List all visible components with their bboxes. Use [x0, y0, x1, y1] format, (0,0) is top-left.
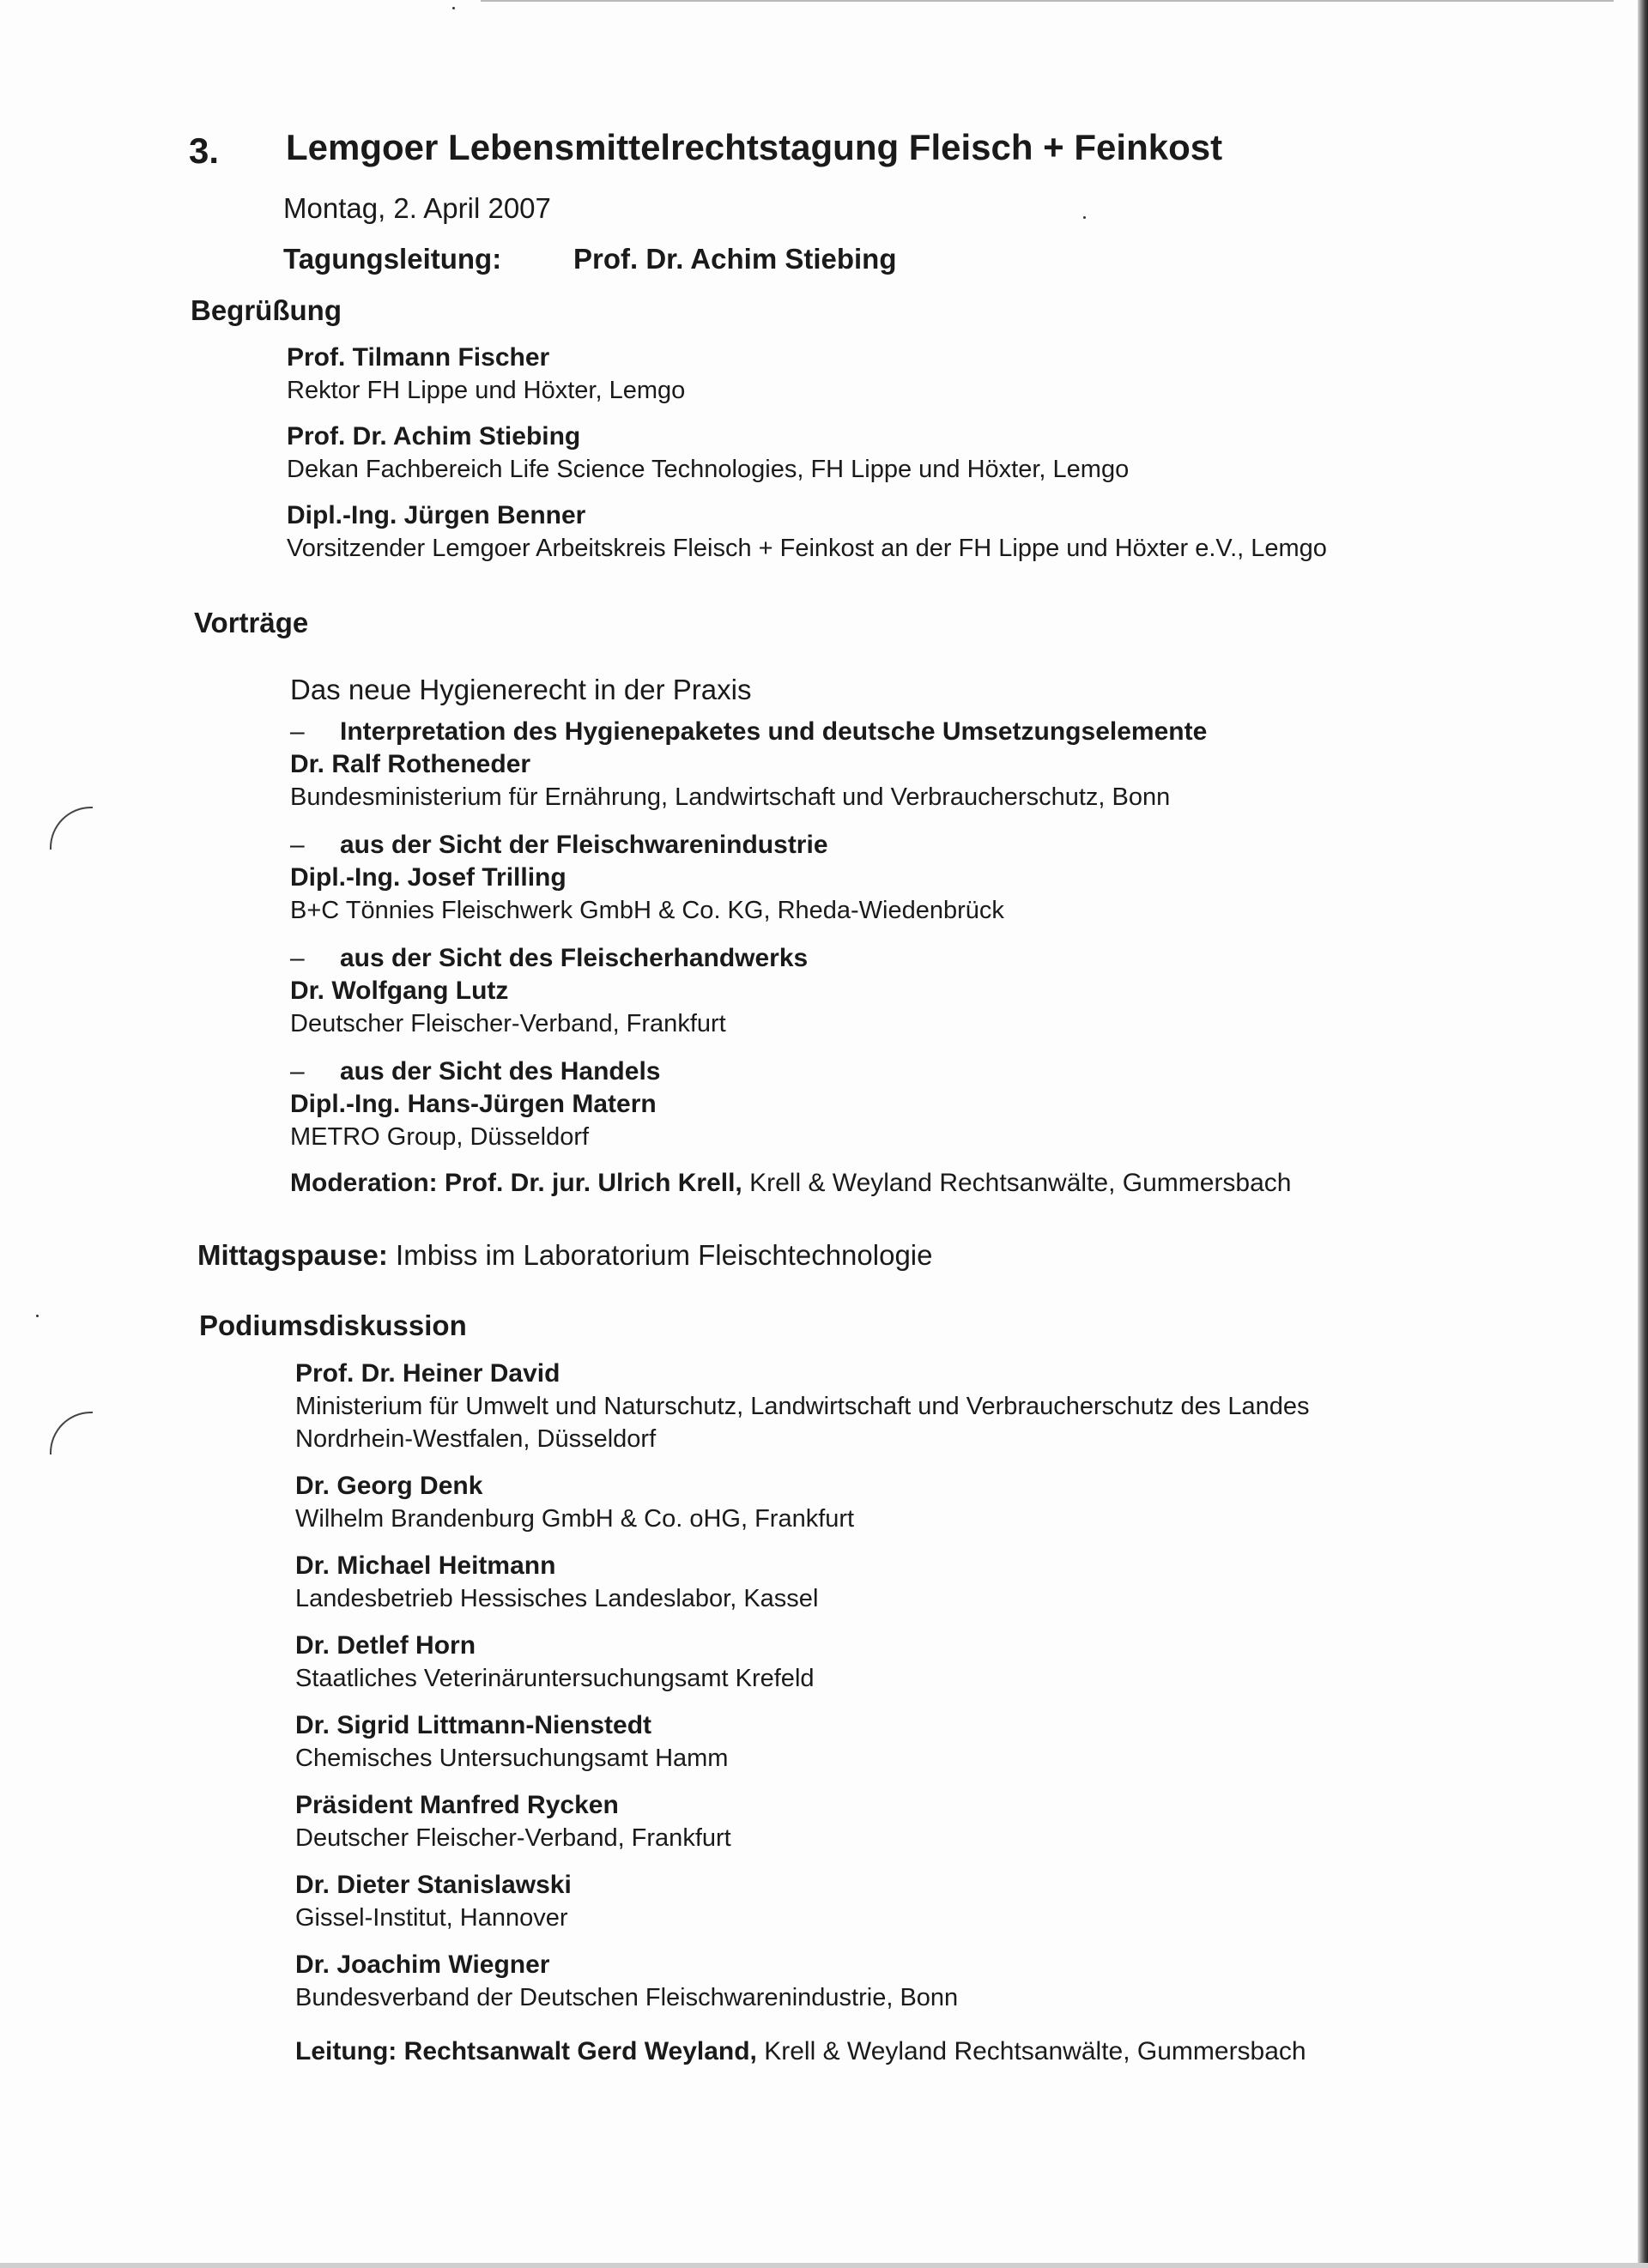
mittagspause-text: Imbiss im Laboratorium Fleischtechnologie: [396, 1239, 933, 1271]
list-item: [295, 1789, 1310, 1854]
dash-bullet: –: [290, 831, 305, 859]
person-affiliation: Deutscher Fleischer-Verband, Frankfurt: [290, 1010, 726, 1037]
person-name: Dr. Georg Denk: [295, 1472, 483, 1500]
vortraege-list: [290, 673, 1292, 1200]
person-name: Dipl.-Ing. Hans-Jürgen Matern: [290, 1090, 657, 1118]
dash-bullet: –: [290, 717, 305, 746]
person-affiliation: Bundesverband der Deutschen Fleischwarenindustrie, Bonn: [295, 1984, 959, 2011]
list-item: [295, 1550, 1310, 1615]
person-affiliation: Ministerium für Umwelt und Naturschutz, Landwirtschaft und Verbraucherschutz des Landes: [295, 1393, 1310, 1420]
person-affiliation: Chemisches Untersuchungsamt Hamm: [295, 1745, 729, 1772]
person-affiliation: METRO Group, Düsseldorf: [290, 1123, 590, 1151]
person-name: Prof. Dr. Heiner David: [295, 1359, 560, 1388]
person-affiliation: Rektor FH Lippe und Höxter, Lemgo: [287, 377, 686, 404]
person-affiliation: Dekan Fachbereich Life Science Technologies, FH Lippe und Höxter, Lemgo: [287, 456, 1130, 483]
list-item: [295, 1470, 1310, 1535]
person-affiliation: Deutscher Fleischer-Verband, Frankfurt: [295, 1824, 731, 1852]
tagungsleitung-label: Tagungsleitung:: [283, 243, 502, 275]
dash-bullet: –: [290, 944, 305, 972]
person-affiliation: Gissel-Institut, Hannover: [295, 1904, 568, 1932]
scan-speck: [36, 1315, 39, 1317]
person-name: Dr. Joachim Wiegner: [295, 1950, 550, 1979]
person-name: Dr. Ralf Rotheneder: [290, 750, 531, 778]
section-heading-podium: Podiumsdiskussion: [199, 1309, 467, 1341]
talk-topic: Interpretation des Hygienepaketes und deutsche Umsetzungselemente: [340, 717, 1208, 746]
podium-list: [295, 1358, 1310, 2068]
punch-hole-mark-upper: [50, 807, 93, 850]
list-item: [287, 499, 1327, 565]
person-name: Dipl.-Ing. Josef Trilling: [290, 863, 566, 892]
scan-top-edge: [481, 0, 1614, 2]
section-heading-begruessung: Begrüßung: [191, 294, 342, 326]
mittagspause-label: Mittagspause:: [197, 1239, 388, 1271]
talk-topic: aus der Sicht des Fleischerhandwerks: [340, 944, 809, 972]
list-item: [290, 1055, 1292, 1153]
event-date: Montag, 2. April 2007: [283, 192, 551, 224]
talk-topic: aus der Sicht des Handels: [340, 1057, 661, 1086]
person-name: Dr. Sigrid Littmann-Nienstedt: [295, 1711, 652, 1739]
person-affiliation: Wilhelm Brandenburg GmbH & Co. oHG, Frankfurt: [295, 1505, 855, 1533]
vortraege-intro: Das neue Hygienerecht in der Praxis: [290, 674, 752, 705]
leitung-name: Rechtsanwalt Gerd Weyland,: [403, 2037, 757, 2065]
moderation-label: Moderation:: [290, 1169, 438, 1197]
scan-bottom-edge: [0, 2263, 1648, 2268]
person-affiliation: Landesbetrieb Hessisches Landeslabor, Kassel: [295, 1585, 819, 1612]
list-item: [290, 942, 1292, 1040]
person-affiliation: Vorsitzender Lemgoer Arbeitskreis Fleisch + Feinkost an der FH Lippe und Höxter e.V., Lemgo: [287, 535, 1327, 562]
tagungsleitung-name: Prof. Dr. Achim Stiebing: [573, 243, 897, 275]
scan-speck: [1083, 216, 1086, 219]
page-title: Lemgoer Lebensmittelrechtstagung Fleisch + Feinkost: [286, 127, 1223, 167]
list-item: [287, 342, 1327, 407]
person-affiliation: Bundesministerium für Ernährung, Landwirtschaft und Verbraucherschutz, Bonn: [290, 783, 1171, 811]
leitung-affiliation: Krell & Weyland Rechtsanwälte, Gummersbach: [764, 2037, 1306, 2065]
person-affiliation-cont: Nordrhein-Westfalen, Düsseldorf: [295, 1425, 657, 1453]
person-affiliation: Staatliches Veterinäruntersuchungsamt Krefeld: [295, 1665, 815, 1692]
person-name: Prof. Tilmann Fischer: [287, 343, 550, 372]
begruessung-list: [287, 342, 1327, 565]
person-name: Dr. Detlef Horn: [295, 1631, 476, 1660]
list-item: [295, 1630, 1310, 1695]
list-item: [287, 420, 1327, 486]
moderation-name: Prof. Dr. jur. Ulrich Krell,: [445, 1169, 742, 1197]
session-number: 3.: [189, 130, 220, 171]
moderation-line: [290, 1167, 1292, 1200]
leitung-label: Leitung:: [295, 2037, 397, 2065]
scan-speck: [452, 7, 455, 9]
mittagspause-line: [197, 1239, 932, 1272]
moderation-affiliation: Krell & Weyland Rechtsanwälte, Gummersbach: [749, 1169, 1292, 1197]
talk-topic: aus der Sicht der Fleischwarenindustrie: [340, 831, 828, 859]
punch-hole-mark-lower: [50, 1412, 93, 1455]
person-name: Dr. Dieter Stanislawski: [295, 1871, 572, 1899]
person-name: Dipl.-Ing. Jürgen Benner: [287, 501, 586, 529]
person-name: Dr. Wolfgang Lutz: [290, 977, 509, 1005]
person-affiliation: B+C Tönnies Fleischwerk GmbH & Co. KG, Rheda-Wiedenbrück: [290, 897, 1004, 924]
leitung-line: [295, 2035, 1310, 2068]
list-item: [295, 1949, 1310, 2014]
list-item: [295, 1869, 1310, 1934]
list-item: [295, 1709, 1310, 1775]
person-name: Prof. Dr. Achim Stiebing: [287, 422, 581, 451]
dash-bullet: –: [290, 1057, 305, 1086]
person-name: Dr. Michael Heitmann: [295, 1551, 556, 1580]
scan-right-edge: [1638, 0, 1648, 2268]
list-item: [290, 716, 1292, 813]
list-item: [295, 1358, 1310, 1455]
list-item: [290, 829, 1292, 927]
person-name: Präsident Manfred Rycken: [295, 1791, 619, 1819]
section-heading-vortraege: Vorträge: [194, 607, 309, 638]
